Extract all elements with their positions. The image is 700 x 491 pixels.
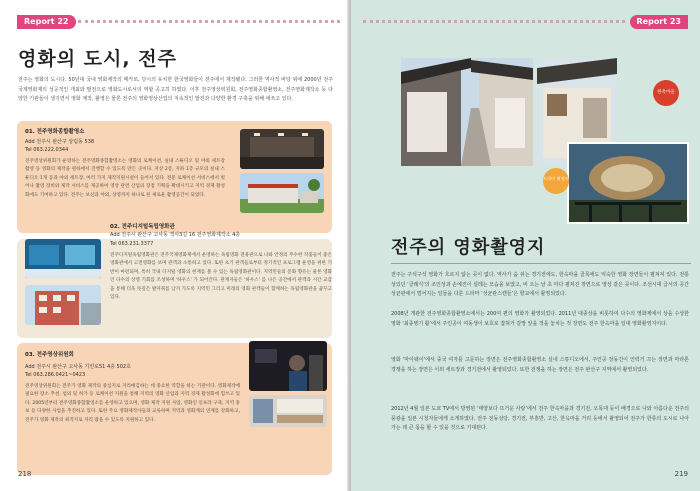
body-paragraph-1: 전주는 구석구석 영화가 흐르지 않는 곳이 없다. 역사가 숨 쉬는 경기전에도, 한옥마을 골목에도 익숙한 영화 장면들이 펼쳐져 있다. 전통성있던 ‘클래식’의 조인성과 손예진이 설레는 모습을 보였고, 비 오는 날 초 마다 펼쳐진 장면으로 영상 같은 곳이다. 조선시대 급서의 공간 성균관에서 벌어지는 일들을 다룬 드라마 ‘성균관스캔들’은 향교에서 촬영되었다. xyxy=(391,272,689,298)
report-tab-left: Report 22 xyxy=(17,15,76,29)
location-badge: 한옥마을 xyxy=(653,80,679,106)
studio-interior-photo xyxy=(240,129,324,169)
left-page xyxy=(0,0,349,491)
card-address: Add 전주시 완산구 고사동 기린로51 4층 502호 xyxy=(25,364,131,370)
hanok-alley-photo xyxy=(401,58,533,166)
page-title-left: 영화의 도시, 전주 xyxy=(18,48,177,70)
report-tab-right: Report 23 xyxy=(630,15,689,29)
card-tel: Tel 063.222.0344 xyxy=(25,147,69,153)
card-address: Add 전주시 완산구 고사동 객사3길 16 전주영화제작소 4층 xyxy=(110,232,241,238)
body-paragraph-3: 영화 ‘마이웨이’에서 중국 여자를 고문하는 장면은 전주영화종합촬영소 실내 스튜디오에서, 주인공 장동건이 인력거 끄는 장면과 마라톤 경쟁을 하는 장면은 이외 세트장과 경기전에서 촬영되었다. 또한 전쟁을 하는 장면은 전주 완산구 지역에서 촬영되었다. xyxy=(391,357,689,373)
card-title: 01. 전주영화종합촬영소 xyxy=(25,129,85,135)
filming-crew-photo xyxy=(249,341,327,391)
card-tel: Tel 063.231.3377 xyxy=(110,241,154,247)
page-title-right: 전주의 영화촬영지 xyxy=(391,237,546,258)
dotted-rule xyxy=(363,20,625,27)
right-page xyxy=(351,0,700,491)
body-paragraph-2: 2008년 개관한 전주영화종합촬영소에서는 200여 편의 영화가 촬영되었다. 2011년 대종상을 비롯하여 다수의 영화제에서 상을 수상한 영화 ‘최종병기 활’에서 주인공이 여동생이 보호로 잡혀가 갈망 앞을 적을 놓치는 것 장면도 전주 한옥마을 일대 영화촬영지이다. xyxy=(391,311,689,327)
card-body: 전주영상위원회는 전주가 영화 제작의 중심지로 자리매김하는 데 중요한 역할을 하는 기관이다. 영화제작에 필요한 장소 추천, 섭외 및 허가 등 로케이션 지원을 통해 지역의 영화 산업과 지역 경제 활성화에 힘쓰고 있다. 2005년부터 전주영화종합촬영소를 운영하고 있으며, 영화 제작 지원 사업, 영화인 인프라 구축, 지역 홍보 등 다양한 사업을 추진하고 있다. 또한 주요 영화제작사들과 교류하며 지역과 영화계의 연계를 강화하고, 전주가 영화 제작의 최적지로 자리 잡을 수 있도록 지원하고 있다. xyxy=(25,384,240,423)
card-address: Add 전주시 완산구 상림동 538 xyxy=(25,139,95,145)
page-number-right: 219 xyxy=(674,470,688,478)
dotted-rule xyxy=(78,20,340,27)
body-paragraph-4: 2012년 4월 일본 도쿄 TV에서 방영된 ‘태양보다 뜨거운 사랑’에서 전주 한옥마을과 경기전, 오목대 등이 배경으로 나와 아름다운 전주의 풍광을 일본 시청자들에게 소개하였다. 전주 전동성당, 경기전, 부흥반, 고산, 한옥마을 거리 등에서 촬영되어 전주가 한류의 도시로 나아가는 데 큰 몫을 할 수 있을 것으로 기대된다. xyxy=(391,406,689,432)
studio-exterior-photo xyxy=(240,173,324,213)
card-filming-studio xyxy=(17,121,332,233)
cinema-building-photo xyxy=(25,285,101,325)
cinema-lobby-photo xyxy=(25,239,101,279)
card-title: 02. 전주디지털독립영화관 xyxy=(110,224,175,230)
drama-badge: 드라마 촬영지 xyxy=(543,168,569,194)
lead-paragraph: 전주는 영화의 도시다. 50년대 국내 영화제작의 메카로, 당시의 유치한 한국영화들이 전주에서 제작됐다. 그러한 역사적 바탕 위에 2000년 전주국제영화제의 성공적인 개최와 발전으로 영화도시로서의 역할 공고히 하였다. 이후 전주영상위원회, 전주영화종합촬영소, 전주영화제작소 등 다양한 기관들이 생기면서 영화 제작, 촬영은 물론 전주의 영화영상산업의 지속적인 발전과 다양한 환경 구축을 위해 애쓰고 있다. xyxy=(18,77,333,103)
card-title: 03. 전주영상위원회 xyxy=(25,352,74,358)
garden-painting-photo xyxy=(567,142,689,224)
title-rule xyxy=(391,263,691,264)
card-film-commission xyxy=(17,343,332,475)
card-tel: Tel 063.286.0421~0423 xyxy=(25,372,86,378)
card-body: 전주디지털독립영화관은 전주국제영화제에서 운영하는 독립영화 전용관으로 나와 안정의 무수한 작품들이 좋은 영화관에서 고전영화를 보며 관객과 소통하고 있다. 또한 초기 관객들로부터 정기적인 프로그램 운영을 위한 기반이 마련되며, 특히 국내 디지털 영화의 현재를 볼 수 있는 독립영화관이다. 지역민들의 문화 향유는 물론 영화인 다수의 상영 기회를 조성하며 '하우스' 가 되어간다. 관계자들은 '하우스' 를 나은 공간에서 관객과 시간 교감을 통해 더욱 뜻깊은 발자취를 남겨 가도록 지역민 그리고 미래의 영화 관객들이 함께하는 독립영화관을 꿈꾸고 있다. xyxy=(110,253,332,301)
card-body: 전주영상위원회가 운영하는 전주영화종합촬영소는 영화의 로케이션, 실내 스튜디오 및 야외 세트장 촬영 등 영화의 제작을 원하에서 진행할 수 있도록 만든 곳이다. 지상 2층, 지하 1층 규모의 실내 스튜디오 1개 동과 야외 세트장, 여러 가지 제작지원시설이 들어서 있다. 전문 로케이션 서비스에서 벗어나 촬영 장비와 제작 서비스를 제공하여 영상 관련 산업의 장점 기획을 확대시키고 지역 경제 활성화에도 기여하고 있다. 전주는 보신과 야외, 상영까지 하나로 된 새로운 촬영공간이 되었다. xyxy=(25,159,225,198)
commission-office-photo xyxy=(249,395,327,427)
page-number-left: 218 xyxy=(18,470,32,478)
